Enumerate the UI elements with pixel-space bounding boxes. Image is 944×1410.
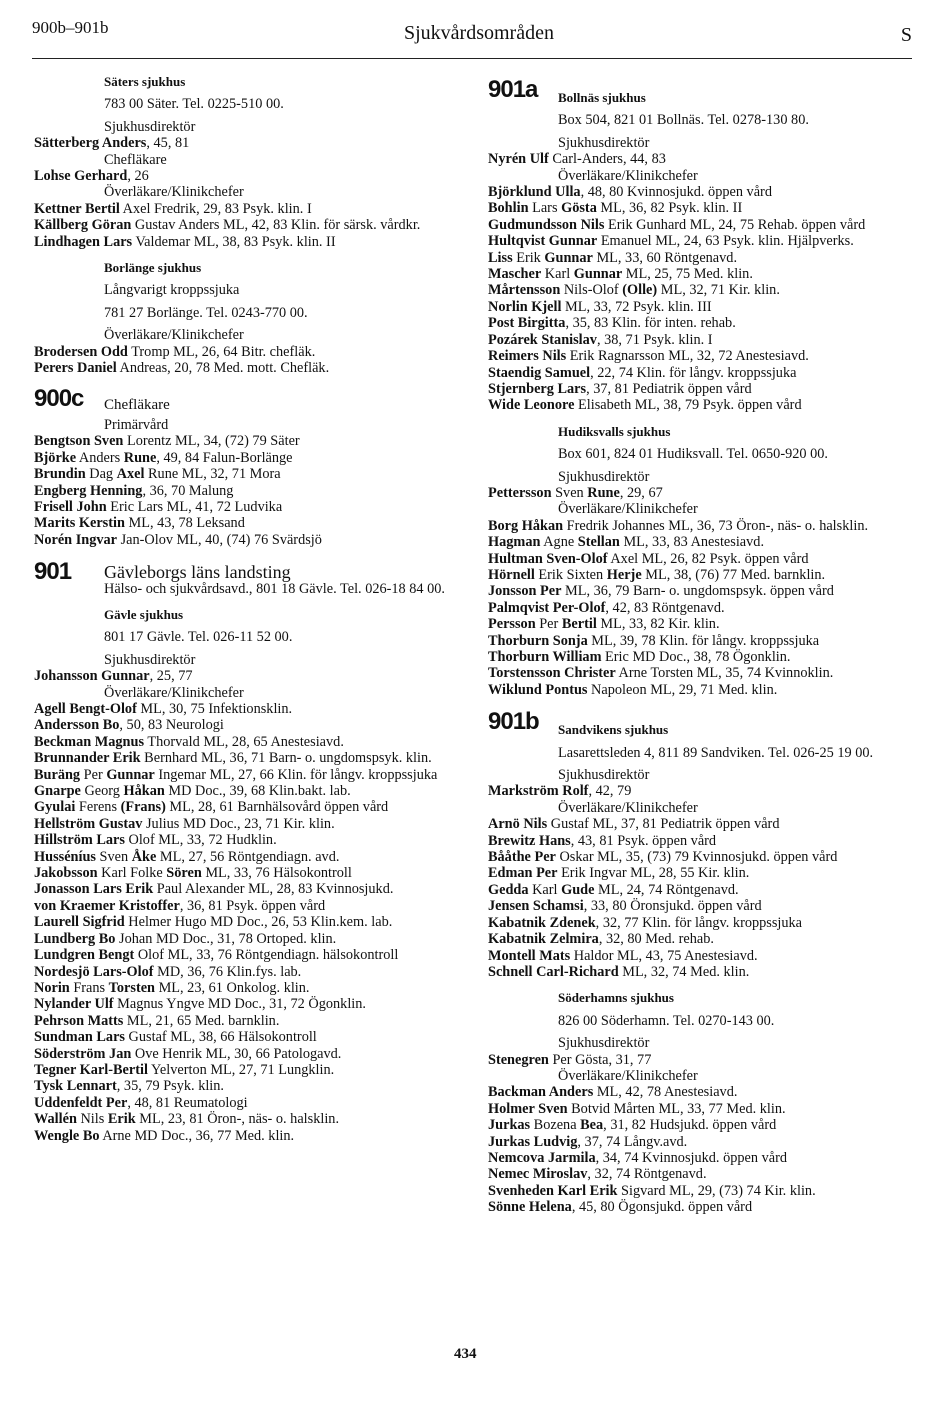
role-label: Sjukhusdirektör <box>104 118 196 135</box>
doctor-entry: Uddenfeldt Per, 48, 81 Reumatologi <box>34 1094 248 1111</box>
doctor-entry: Schnell Carl-Richard ML, 32, 74 Med. klin. <box>488 963 750 980</box>
doctor-entry: Nylander Ulf Magnus Yngve MD Doc., 31, 72 Ögonklin. <box>34 996 366 1013</box>
hospital-subtitle: Långvarigt kroppssjuka <box>104 282 240 299</box>
doctor-entry: Gudmundsson Nils Erik Gunhard ML, 24, 75 Rehab. öppen vård <box>488 216 866 233</box>
doctor-entry: Söderström Jan Ove Henrik ML, 30, 66 Patologavd. <box>34 1045 342 1062</box>
doctor-entry: Thorburn Sonja ML, 39, 78 Klin. för långv. kroppssjuka <box>488 632 820 649</box>
doctor-entry: Kabatnik Zdenek, 32, 77 Klin. för långv. kroppssjuka <box>488 914 803 931</box>
doctor-entry: Pozárek Stanislav, 38, 71 Psyk. klin. I <box>488 331 713 348</box>
hospital-address: 826 00 Söderhamn. Tel. 0270-143 00. <box>558 1012 775 1029</box>
header-rule <box>32 58 912 59</box>
doctor-entry: Nordesjö Lars-Olof MD, 36, 76 Klin.fys. lab. <box>34 963 302 980</box>
section-gavle <box>34 607 466 1144</box>
doctor-entry: Bååthe Per Oskar ML, 35, (73) 79 Kvinnosjukd. öppen vård <box>488 849 838 866</box>
doctor-entry: Kabatnik Zelmira, 32, 80 Med. rehab. <box>488 931 714 948</box>
section-901a <box>488 76 916 414</box>
region-address: Hälso- och sjukvårdsavd., 801 18 Gävle. Tel. 026-18 84 00. <box>104 580 446 597</box>
section-900c <box>34 384 466 549</box>
page-number: 434 <box>454 1346 477 1362</box>
doctor-entry: Agell Bengt-Olof ML, 30, 75 Infektionsklin. <box>34 701 293 717</box>
doctor-entry: Hultqvist Gunnar Emanuel ML, 24, 63 Psyk. klin. Hjälpverks. <box>488 233 854 250</box>
hospital-address: Box 601, 824 01 Hudiksvall. Tel. 0650-920 00. <box>558 446 828 463</box>
role-label: Sjukhusdirektör <box>558 468 650 485</box>
doctor-entry: Torstensson Christer Arne Torsten ML, 35, 74 Kvinnoklin. <box>488 665 834 682</box>
doctor-entry: Svenheden Karl Erik Sigvard ML, 29, (73) 74 Kir. klin. <box>488 1182 816 1199</box>
doctor-entry: Borg Håkan Fredrik Johannes ML, 36, 73 Öron-, näs- o. halsklin. <box>488 517 869 534</box>
doctor-entry: Arnö Nils Gustaf ML, 37, 81 Pediatrik öppen vård <box>488 816 780 833</box>
doctor-entry: Perers Daniel Andreas, 20, 78 Med. mott. Chefläk. <box>34 360 330 377</box>
left-column <box>34 70 466 1144</box>
doctor-entry: Buräng Per Gunnar Ingemar ML, 27, 66 Klin. för långv. kroppssjuka <box>34 766 438 783</box>
doctor-entry: Norén Ingvar Jan-Olov ML, 40, (74) 76 Svärdsjö <box>34 531 322 548</box>
doctor-entry: Sönne Helena, 45, 80 Ögonsjukd. öppen vård <box>488 1199 753 1216</box>
doctor-entry: Lundberg Bo Johan MD Doc., 31, 78 Ortoped. klin. <box>34 930 337 947</box>
doctor-entry: Engberg Henning, 36, 70 Malung <box>34 482 234 499</box>
doctor-entry: Källberg Göran Gustav Anders ML, 42, 83 Klin. för särsk. vårdkr. <box>34 217 421 234</box>
doctor-entry: Tysk Lennart, 35, 79 Psyk. klin. <box>34 1078 225 1095</box>
role-label: Sjukhusdirektör <box>558 767 650 784</box>
doctor-entry: Mårtensson Nils-Olof (Olle) ML, 32, 71 Kir. klin. <box>488 282 780 299</box>
hospital-name: Hudiksvalls sjukhus <box>558 423 671 439</box>
doctor-list <box>488 1084 916 1215</box>
hospital-name: Säters sjukhus <box>104 74 186 89</box>
role-label: Överläkare/Klinikchefer <box>104 684 244 701</box>
doctor-entry: Nemec Miroslav, 32, 74 Röntgenavd. <box>488 1166 707 1183</box>
section-code: 900c <box>34 384 84 412</box>
doctor-entry: Jurkas Bozena Bea, 31, 82 Hudsjukd. öppen vård <box>488 1117 777 1134</box>
director-entry: Pettersson Sven Rune, 29, 67 <box>488 484 663 501</box>
doctor-entry: von Kraemer Kristoffer, 36, 81 Psyk. öppen vård <box>34 897 326 914</box>
role-label: Överläkare/Klinikchefer <box>558 799 698 816</box>
hospital-address: 801 17 Gävle. Tel. 026-11 52 00. <box>104 629 293 646</box>
right-column <box>488 70 916 1216</box>
doctor-list <box>34 344 466 377</box>
doctor-entry: Post Birgitta, 35, 83 Klin. för inten. rehab. <box>488 315 736 332</box>
region-name: Gävleborgs läns landsting <box>104 562 291 583</box>
doctor-entry: Persson Per Bertil ML, 33, 82 Kir. klin. <box>488 616 720 633</box>
doctor-entry: Nemcova Jarmila, 34, 74 Kvinnosjukd. öppen vård <box>488 1149 787 1166</box>
hospital-address: 783 00 Säter. Tel. 0225-510 00. <box>104 96 284 113</box>
section-901b <box>488 708 916 980</box>
role-label: Sjukhusdirektör <box>104 651 196 668</box>
doctor-entry: Norlin Kjell ML, 33, 72 Psyk. klin. III <box>488 298 712 315</box>
section-subtitle: Primärvård <box>104 416 169 433</box>
doctor-entry: Lundgren Bengt Olof ML, 33, 76 Röntgendiagn. hälsokontroll <box>34 947 399 964</box>
chef-entry: Lohse Gerhard, 26 <box>34 168 149 185</box>
director-entry: Stenegren Per Gösta, 31, 77 <box>488 1051 652 1068</box>
doctor-entry: Reimers Nils Erik Ragnarsson ML, 32, 72 Anestesiavd. <box>488 348 809 365</box>
role-label: Sjukhusdirektör <box>558 134 650 151</box>
doctor-list <box>488 518 916 698</box>
page-header <box>32 18 912 58</box>
section-code: 901 <box>34 558 72 586</box>
doctor-list <box>34 701 466 1144</box>
doctor-entry: Wiklund Pontus Napoleon ML, 29, 71 Med. klin. <box>488 681 778 698</box>
doctor-entry: Mascher Karl Gunnar ML, 25, 75 Med. klin. <box>488 266 753 283</box>
doctor-entry: Brunnander Erik Bernhard ML, 36, 71 Barn- o. ungdomspsyk. klin. <box>34 750 432 767</box>
doctor-entry: Bohlin Lars Gösta ML, 36, 82 Psyk. klin. II <box>488 200 743 217</box>
doctor-entry: Stjernberg Lars, 37, 81 Pediatrik öppen vård <box>488 380 752 397</box>
hospital-name: Borlänge sjukhus <box>104 260 202 276</box>
section-soderhamn <box>488 990 916 1215</box>
doctor-entry: Gyulai Ferens (Frans) ML, 28, 61 Barnhälsovård öppen vård <box>34 799 389 816</box>
doctor-entry: Gedda Karl Gude ML, 24, 74 Röntgenavd. <box>488 881 739 898</box>
doctor-entry: Pehrson Matts ML, 21, 65 Med. barnklin. <box>34 1012 280 1029</box>
doctor-entry: Sundman Lars Gustaf ML, 38, 66 Hälsokontroll <box>34 1029 317 1046</box>
doctor-entry: Norin Frans Torsten ML, 23, 61 Onkolog. klin. <box>34 979 310 996</box>
doctor-entry: Backman Anders ML, 42, 78 Anestesiavd. <box>488 1084 738 1101</box>
director-entry: Nyrén Ulf Carl-Anders, 44, 83 <box>488 151 666 168</box>
doctor-entry: Björklund Ulla, 48, 80 Kvinnosjukd. öppen vård <box>488 184 772 201</box>
hospital-name: Bollnäs sjukhus <box>558 90 646 105</box>
section-code: 901a <box>488 76 538 103</box>
doctor-entry: Jonsson Per ML, 36, 79 Barn- o. ungdomspsyk. öppen vård <box>488 583 834 600</box>
section-borlange <box>34 260 466 376</box>
doctor-list <box>488 816 916 980</box>
doctor-entry: Jakobsson Karl Folke Sören ML, 33, 76 Hälsokontroll <box>34 865 352 882</box>
section-hudiksvall <box>488 424 916 699</box>
director-entry: Markström Rolf, 42, 79 <box>488 783 632 800</box>
role-label: Sjukhusdirektör <box>558 1035 650 1052</box>
doctor-entry: Wallén Nils Erik ML, 23, 81 Öron-, näs- o. halsklin. <box>34 1111 340 1128</box>
hospital-name: Sandvikens sjukhus <box>558 722 669 738</box>
doctor-entry: Jonasson Lars Erik Paul Alexander ML, 28, 83 Kvinnosjukd. <box>34 881 394 898</box>
doctor-entry: Bengtson Sven Lorentz ML, 34, (72) 79 Säter <box>34 433 300 450</box>
hospital-name: Gävle sjukhus <box>104 606 184 622</box>
role-label: Överläkare/Klinikchefer <box>104 327 244 344</box>
director-entry: Sätterberg Anders, 45, 81 <box>34 135 190 152</box>
doctor-entry: Hellström Gustav Julius MD Doc., 23, 71 Kir. klin. <box>34 815 335 832</box>
doctor-entry: Staendig Samuel, 22, 74 Klin. för långv. kroppssjuka <box>488 364 797 381</box>
doctor-entry: Marits Kerstin ML, 43, 78 Leksand <box>34 515 245 532</box>
doctor-entry: Brodersen Odd Tromp ML, 26, 64 Bitr. chefläk. <box>34 343 316 360</box>
doctor-entry: Wengle Bo Arne MD Doc., 36, 77 Med. klin. <box>34 1127 295 1144</box>
header-range: 900b–901b <box>32 18 109 37</box>
section-code: 901b <box>488 708 539 736</box>
hospital-address: 781 27 Borlänge. Tel. 0243-770 00. <box>104 304 308 321</box>
doctor-entry: Laurell Sigfrid Helmer Hugo MD Doc., 26, 53 Klin.kem. lab. <box>34 914 393 931</box>
role-label: Chefläkare <box>104 151 167 168</box>
doctor-entry: Wide Leonore Elisabeth ML, 38, 79 Psyk. öppen vård <box>488 397 802 414</box>
role-label: Överläkare/Klinikchefer <box>558 501 698 518</box>
doctor-list <box>34 433 466 548</box>
doctor-entry: Kettner Bertil Axel Fredrik, 29, 83 Psyk. klin. I <box>34 200 312 217</box>
hospital-address: Lasarettsleden 4, 811 89 Sandviken. Tel. 026-25 19 00. <box>558 744 874 761</box>
doctor-entry: Brundin Dag Axel Rune ML, 32, 71 Mora <box>34 466 281 483</box>
doctor-entry: Frisell John Eric Lars ML, 41, 72 Ludvika <box>34 498 283 515</box>
doctor-entry: Edman Per Erik Ingvar ML, 28, 55 Kir. klin. <box>488 865 750 882</box>
role-label: Överläkare/Klinikchefer <box>104 184 244 201</box>
doctor-entry: Husséníus Sven Åke ML, 27, 56 Röntgendiagn. avd. <box>34 848 340 865</box>
doctor-entry: Gnarpe Georg Håkan MD Doc., 39, 68 Klin.bakt. lab. <box>34 783 351 800</box>
doctor-entry: Lindhagen Lars Valdemar ML, 38, 83 Psyk. klin. II <box>34 233 336 250</box>
doctor-entry: Beckman Magnus Thorvald ML, 28, 65 Anestesiavd. <box>34 733 344 750</box>
header-letter: S <box>900 24 912 46</box>
role-label: Överläkare/Klinikchefer <box>558 167 698 184</box>
doctor-list <box>34 201 466 250</box>
doctor-entry: Tegner Karl-Bertil Yelverton ML, 27, 71 Lungklin. <box>34 1061 335 1078</box>
doctor-entry: Brewitz Hans, 43, 81 Psyk. öppen vård <box>488 832 717 849</box>
doctor-entry: Holmer Sven Botvid Mårten ML, 33, 77 Med. klin. <box>488 1100 786 1117</box>
section-901 <box>34 558 466 597</box>
director-entry: Johansson Gunnar, 25, 77 <box>34 668 193 685</box>
doctor-entry: Montell Mats Haldor ML, 43, 75 Anestesiavd. <box>488 947 758 964</box>
doctor-entry: Hörnell Erik Sixten Herje ML, 38, (76) 77 Med. barnklin. <box>488 566 826 583</box>
section-saters <box>34 74 466 250</box>
doctor-entry: Andersson Bo, 50, 83 Neurologi <box>34 717 224 734</box>
hospital-name: Söderhamns sjukhus <box>558 990 674 1006</box>
doctor-entry: Hillström Lars Olof ML, 33, 72 Hudklin. <box>34 832 277 849</box>
doctor-entry: Liss Erik Gunnar ML, 33, 60 Röntgenavd. <box>488 249 738 266</box>
header-title: Sjukvårdsområden <box>404 22 554 44</box>
doctor-entry: Hagman Agne Stellan ML, 33, 83 Anestesiavd. <box>488 534 765 551</box>
role-label: Överläkare/Klinikchefer <box>558 1067 698 1084</box>
doctor-list <box>488 184 916 414</box>
section-label: Chefläkare <box>104 396 170 413</box>
doctor-entry: Thorburn William Eric MD Doc., 38, 78 Ögonklin. <box>488 649 791 665</box>
doctor-entry: Jurkas Ludvig, 37, 74 Långv.avd. <box>488 1133 688 1150</box>
doctor-entry: Palmqvist Per-Olof, 42, 83 Röntgenavd. <box>488 599 725 616</box>
doctor-entry: Jensen Schamsi, 33, 80 Öronsjukd. öppen vård <box>488 898 762 915</box>
doctor-entry: Björke Anders Rune, 49, 84 Falun-Borlänge <box>34 449 293 466</box>
doctor-entry: Hultman Sven-Olof Axel ML, 26, 82 Psyk. öppen vård <box>488 550 809 567</box>
hospital-address: Box 504, 821 01 Bollnäs. Tel. 0278-130 80. <box>558 112 809 129</box>
